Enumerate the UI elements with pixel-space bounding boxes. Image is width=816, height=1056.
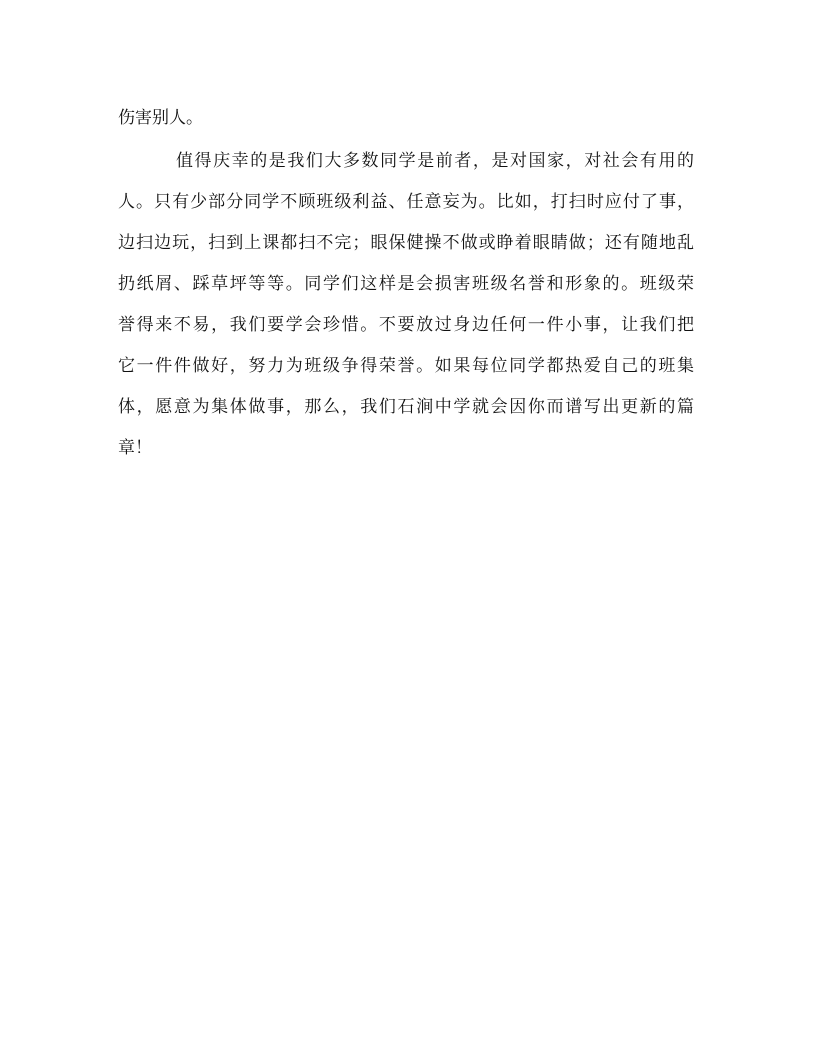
paragraph-2-line-7: 体，愿意为集体做事，那么，我们石涧中学就会因你而谱写出更新的篇 [118,397,694,417]
paragraph-2-line-8: 章！ [118,438,152,458]
paragraph-2-line-6: 它一件件做好，努力为班级争得荣誉。如果每位同学都热爱自己的班集 [118,356,694,376]
paragraph-2-line-4: 扔纸屑、踩草坪等等。同学们这样是会损害班级名誉和形象的。班级荣 [118,274,694,294]
paragraph-2-line-3: 边扫边玩，扫到上课都扫不完；眼保健操不做或睁着眼睛做；还有随地乱 [118,233,694,253]
paragraph-2-line-1: 值得庆幸的是我们大多数同学是前者，是对国家，对社会有用的 [176,151,694,171]
paragraph-2-line-2: 人。只有少部分同学不顾班级利益、任意妄为。比如，打扫时应付了事， [118,192,694,212]
paragraph-1-line-1: 伤害别人。 [118,108,203,128]
paragraph-2-line-5: 誉得来不易，我们要学会珍惜。不要放过身边任何一件小事，让我们把 [118,315,694,335]
